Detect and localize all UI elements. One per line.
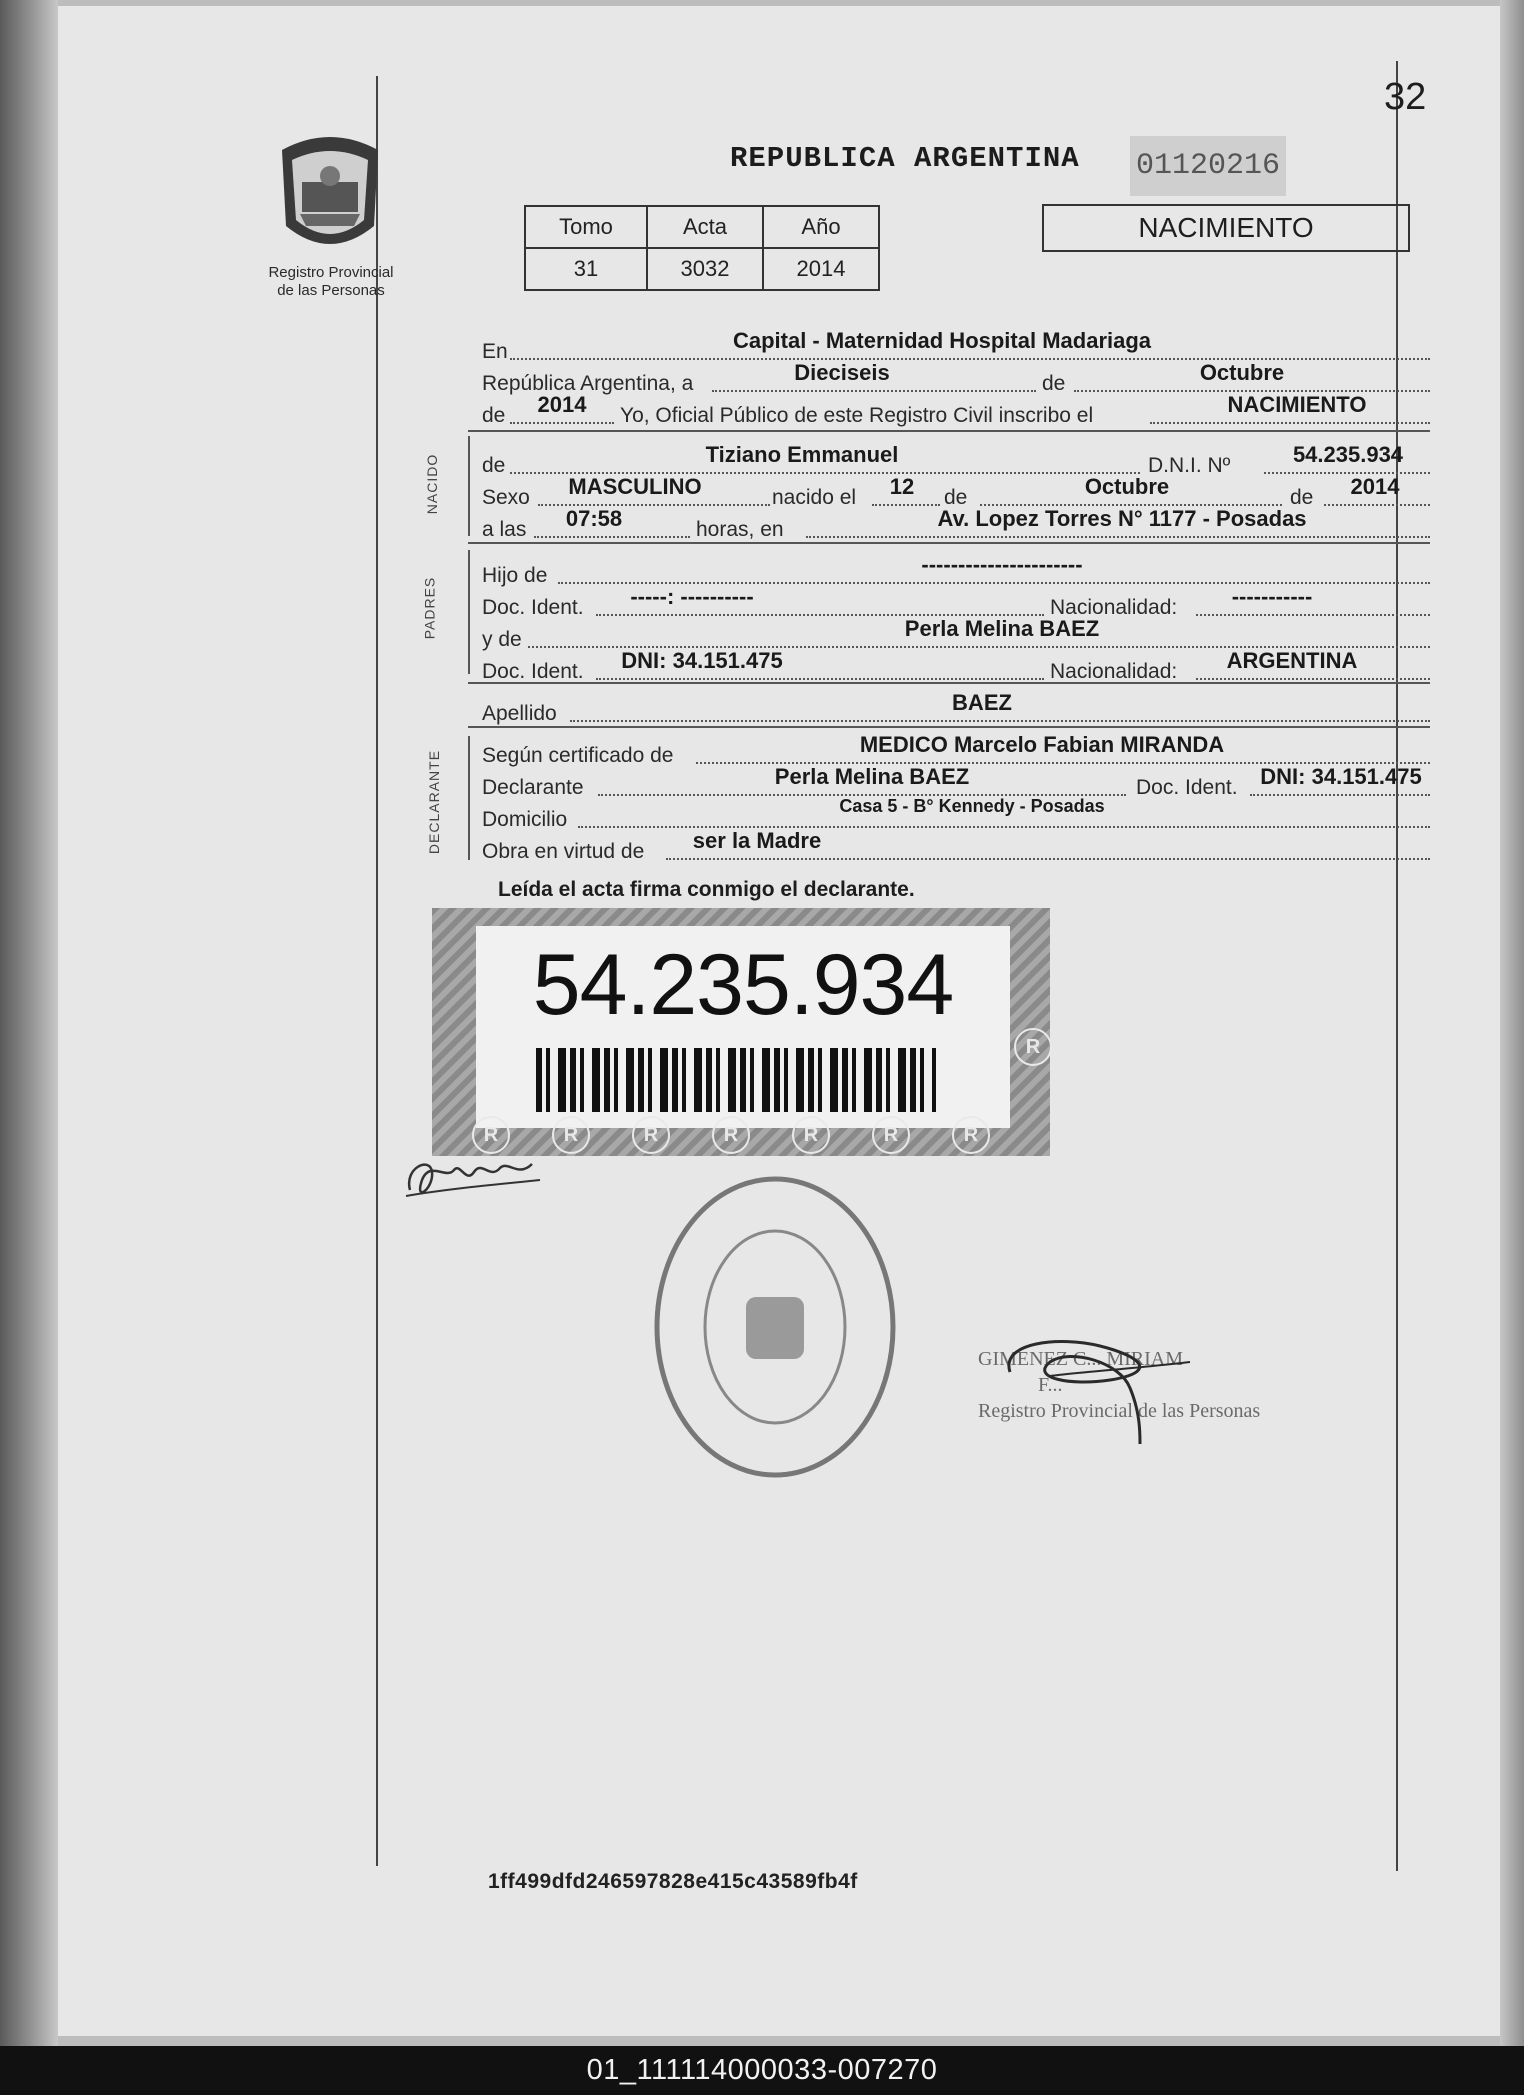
birth-certificate-page	[58, 6, 1500, 2036]
label-hijo-de: Hijo de	[482, 564, 548, 587]
row-apellido	[482, 690, 1430, 728]
row-officer	[482, 392, 1430, 430]
value-month: Octubre	[1199, 360, 1285, 385]
official-office: Registro Provincial de las Personas	[978, 1400, 1261, 1422]
watermark-r-icon: R	[712, 1116, 750, 1154]
value-ano: 2014	[763, 248, 879, 290]
section-separator	[468, 682, 1430, 684]
act-type-box: NACIMIENTO	[1042, 204, 1410, 252]
value-day: Dieciseis	[794, 360, 890, 385]
value-child-name: Tiziano Emmanuel	[705, 442, 899, 467]
label-de: de	[1042, 372, 1066, 395]
value-mother-nationality: ARGENTINA	[1226, 648, 1358, 673]
value-place: Capital - Maternidad Hospital Madariaga	[732, 328, 1152, 353]
label-obra: Obra en virtud de	[482, 840, 645, 863]
scan-footer-code: 01_111114000033-007270	[0, 2046, 1524, 2095]
label-nacionalidad: Nacionalidad:	[1050, 660, 1178, 683]
section-separator	[468, 542, 1430, 544]
value-child-dni: 54.235.934	[1292, 442, 1404, 467]
value-year: 2014	[537, 392, 587, 417]
country-heading: REPUBLICA ARGENTINA	[730, 142, 1080, 175]
watermark-r-icon: R	[1014, 1028, 1052, 1066]
nacido-section-bar	[468, 436, 470, 536]
official-signature	[990, 1332, 1200, 1452]
watermark-r-icon: R	[472, 1116, 510, 1154]
declarant-signature	[400, 1150, 550, 1210]
value-capacity: ser la Madre	[692, 828, 822, 853]
page-number: 32	[1384, 76, 1427, 118]
watermark-r-icon: R	[632, 1116, 670, 1154]
dni-sticker-number: 54.235.934	[532, 937, 954, 1033]
value-father-nationality: -----------	[1231, 584, 1313, 609]
label-horas: horas, en	[696, 518, 784, 541]
official-round-seal	[650, 1172, 900, 1482]
value-acta: 3032	[647, 248, 763, 290]
dni-sticker	[432, 908, 1050, 1156]
label-de: de	[944, 486, 968, 509]
section-label-declarante: DECLARANTE	[426, 749, 443, 855]
label-de: de	[1290, 486, 1314, 509]
label-certificado: Según certificado de	[482, 744, 674, 767]
section-label-padres: PADRES	[421, 576, 438, 640]
watermark-r-icon: R	[872, 1116, 910, 1154]
scan-right-edge	[1500, 0, 1524, 2046]
label-doc-ident: Doc. Ident.	[1136, 776, 1238, 799]
watermark-r-icon: R	[552, 1116, 590, 1154]
value-declarant-doc: DNI: 34.151.475	[1260, 764, 1422, 789]
label-y-de: y de	[482, 628, 522, 651]
scan-left-edge	[0, 0, 58, 2046]
declarante-section-bar	[468, 736, 470, 860]
value-birth-place: Av. Lopez Torres N° 1177 - Posadas	[937, 506, 1307, 531]
label-domicilio: Domicilio	[482, 808, 568, 831]
dni-sticker-label	[476, 926, 1010, 1128]
value-certificate: MEDICO Marcelo Fabian MIRANDA	[859, 732, 1225, 757]
registry-table	[524, 205, 880, 291]
watermark-r-icon: R	[952, 1116, 990, 1154]
logo-caption	[248, 264, 414, 300]
value-birth-day: 12	[889, 474, 915, 499]
watermark-r-icon: R	[792, 1116, 830, 1154]
logo-caption-line1: Registro Provincial	[268, 264, 394, 281]
value-mother-doc: DNI: 34.151.475	[621, 648, 783, 673]
section-separator	[468, 430, 1430, 432]
value-birth-time: 07:58	[565, 506, 623, 531]
row-address	[482, 796, 1430, 834]
value-address: Casa 5 - B° Kennedy - Posadas	[839, 796, 1105, 816]
row-mother-doc	[482, 648, 1430, 686]
header-ano: Año	[763, 206, 879, 248]
document-hash: 1ff499dfd246597828e415c43589fb4f	[488, 1870, 858, 1893]
row-time-place	[482, 506, 1430, 544]
header-acta: Acta	[647, 206, 763, 248]
value-sexo: MASCULINO	[568, 474, 702, 499]
provincia-misiones-logo	[270, 130, 390, 260]
label-nacido-el: nacido el	[772, 486, 857, 509]
value-mother-name: Perla Melina BAEZ	[904, 616, 1100, 641]
section-separator	[468, 726, 1430, 728]
section-label-nacido: NACIDO	[424, 453, 441, 515]
value-birth-year: 2014	[1350, 474, 1400, 499]
value-event: NACIMIENTO	[1227, 392, 1367, 417]
dni-barcode	[536, 1048, 936, 1112]
label-declarante: Declarante	[482, 776, 584, 799]
label-de: de	[482, 454, 506, 477]
label-nacionalidad: Nacionalidad:	[1050, 596, 1178, 619]
label-apellido: Apellido	[482, 702, 557, 725]
label-republic: República Argentina, a	[482, 372, 694, 395]
value-father-doc: -----: ----------	[630, 584, 754, 609]
official-title: F...	[1038, 1374, 1063, 1396]
label-sexo: Sexo	[482, 486, 530, 509]
control-number-stamp: 01120216	[1130, 136, 1286, 196]
row-capacity	[482, 828, 1430, 866]
value-father-name: ----------------------	[921, 552, 1083, 577]
official-name: GIMENEZ C... MIRIAM	[978, 1348, 1183, 1370]
value-declarant: Perla Melina BAEZ	[774, 764, 970, 789]
label-doc-ident: Doc. Ident.	[482, 660, 584, 683]
value-tomo: 31	[525, 248, 647, 290]
label-en: En	[482, 340, 508, 363]
value-birth-month: Octubre	[1084, 474, 1170, 499]
closing-statement: Leída el acta firma conmigo el declarante.	[498, 878, 915, 901]
label-dni: D.N.I. Nº	[1148, 454, 1231, 477]
officer-text: Yo, Oficial Público de este Registro Civil inscribo el	[620, 404, 1094, 427]
logo-caption-line2: de las Personas	[277, 282, 385, 299]
left-margin-rule	[376, 76, 378, 1866]
padres-section-bar	[468, 550, 470, 674]
label-doc-ident: Doc. Ident.	[482, 596, 584, 619]
label-a-las: a las	[482, 518, 527, 541]
header-tomo: Tomo	[525, 206, 647, 248]
value-apellido: BAEZ	[952, 690, 1012, 715]
label-de2: de	[482, 404, 506, 427]
